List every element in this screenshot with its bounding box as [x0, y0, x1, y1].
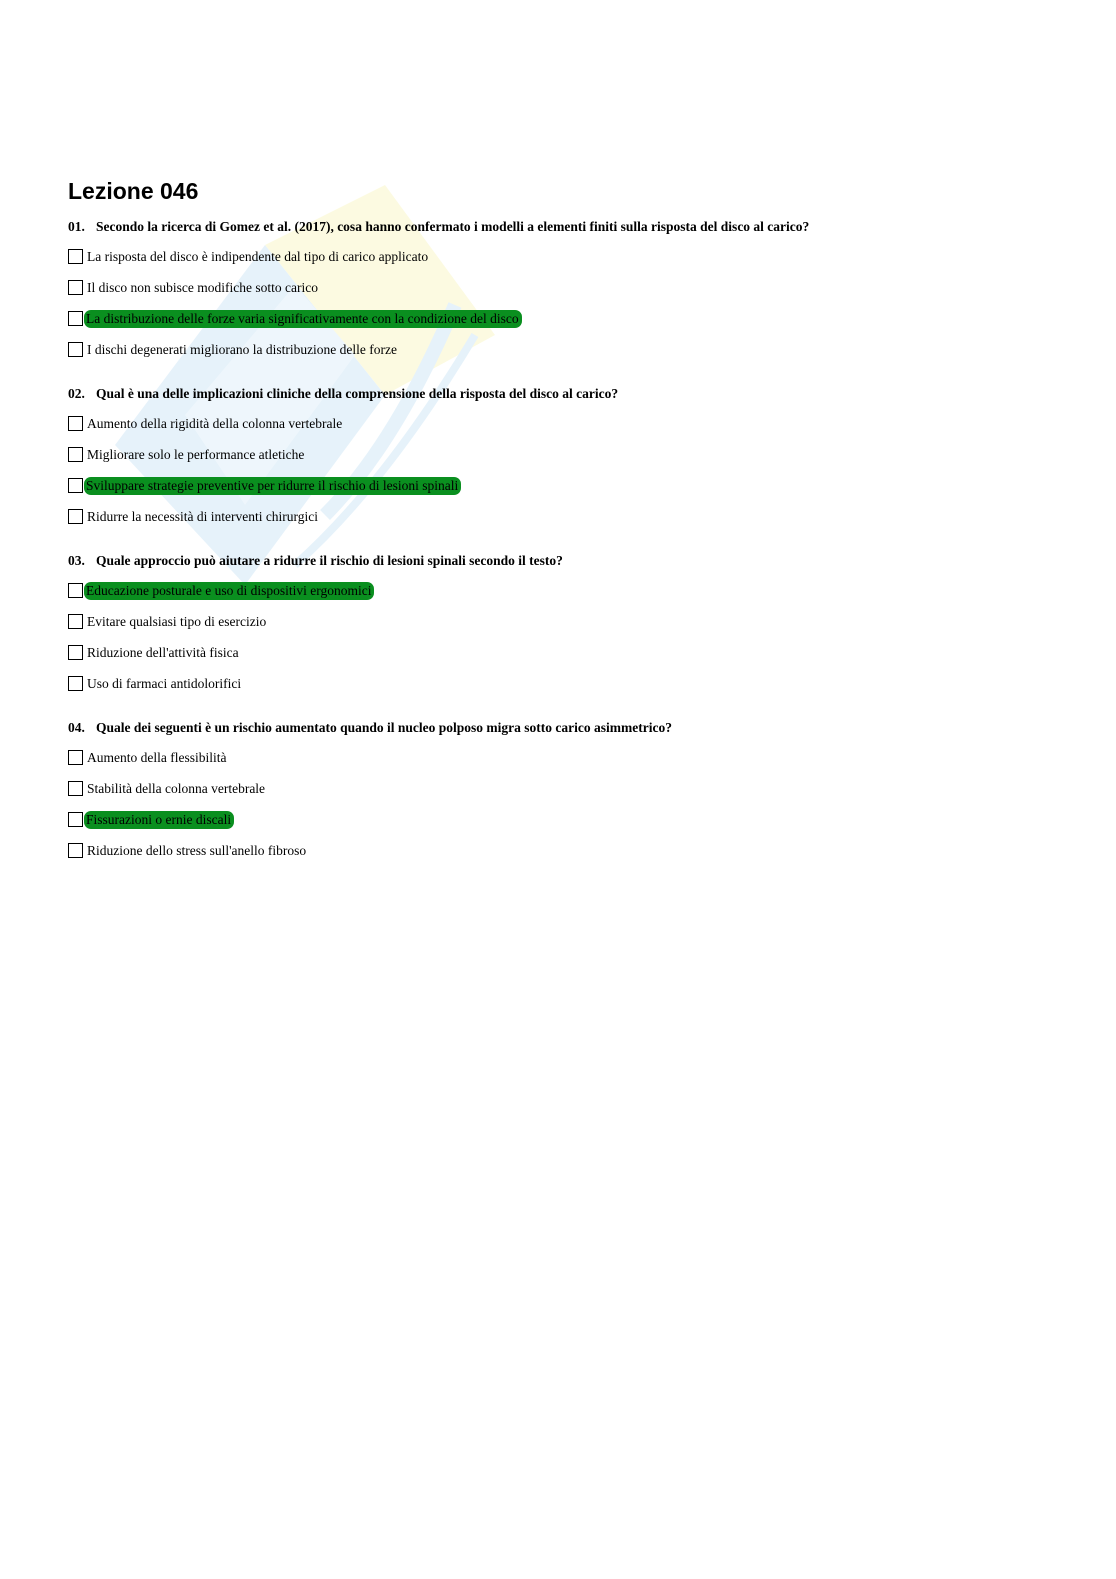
page-title: Lezione 046 [68, 178, 199, 204]
checkbox[interactable] [68, 843, 83, 858]
answer-option[interactable] [68, 779, 1068, 798]
answer-option[interactable] [68, 748, 1068, 767]
question-3 [68, 552, 1068, 705]
option-label: Stabilità della colonna vertebrale [87, 780, 266, 796]
question-number: 03. [68, 553, 85, 568]
option-label-highlighted: Sviluppare strategie preventive per ridurre il rischio di lesioni spinali [84, 477, 461, 495]
answer-option[interactable] [68, 612, 1068, 631]
checkbox[interactable] [68, 249, 83, 264]
checkbox[interactable] [68, 750, 83, 765]
option-label: Uso di farmaci antidolorifici [87, 675, 242, 691]
checkbox[interactable] [68, 280, 83, 295]
answer-option[interactable] [68, 414, 1068, 433]
option-label-highlighted: Fissurazioni o ernie discali [84, 811, 234, 829]
checkbox[interactable] [68, 447, 83, 462]
option-label: I dischi degenerati migliorano la distribuzione delle forze [87, 341, 398, 357]
checkbox[interactable] [68, 583, 83, 598]
option-label: Ridurre la necessità di interventi chirurgici [87, 508, 319, 524]
checkbox[interactable] [68, 676, 83, 691]
checkbox[interactable] [68, 509, 83, 524]
question-number: 02. [68, 386, 85, 401]
question-number: 01. [68, 219, 85, 234]
question-prompt: Quale dei seguenti è un rischio aumentato quando il nucleo polposo migra sotto carico asimmetrico? [96, 720, 672, 735]
answer-option[interactable] [68, 507, 1068, 526]
question-prompt: Secondo la ricerca di Gomez et al. (2017), cosa hanno confermato i modelli a elementi finiti sulla risposta del disco al carico? [96, 219, 810, 234]
option-label: Riduzione dell'attività fisica [87, 644, 239, 660]
question-text [68, 552, 1068, 570]
question-text [68, 719, 1068, 737]
answer-option-correct[interactable] [68, 581, 1068, 600]
option-label: Evitare qualsiasi tipo di esercizio [87, 613, 267, 629]
question-text [68, 385, 1068, 403]
question-1 [68, 218, 1068, 371]
question-prompt: Qual è una delle implicazioni cliniche della comprensione della risposta del disco al carico? [96, 386, 619, 401]
answer-option[interactable] [68, 278, 1068, 297]
option-label: Riduzione dello stress sull'anello fibroso [87, 842, 307, 858]
option-label: La risposta del disco è indipendente dal tipo di carico applicato [87, 248, 429, 264]
answer-option[interactable] [68, 674, 1068, 693]
checkbox[interactable] [68, 416, 83, 431]
question-prompt: Quale approccio può aiutare a ridurre il rischio di lesioni spinali secondo il testo? [96, 553, 563, 568]
checkbox[interactable] [68, 614, 83, 629]
answer-option-correct[interactable] [68, 810, 1068, 829]
question-4 [68, 719, 1068, 872]
answer-option[interactable] [68, 247, 1068, 266]
checkbox[interactable] [68, 812, 83, 827]
option-label: Aumento della rigidità della colonna vertebrale [87, 415, 343, 431]
option-label-highlighted: La distribuzione delle forze varia significativamente con la condizione del disco [84, 310, 522, 328]
option-label: Il disco non subisce modifiche sotto carico [87, 279, 318, 295]
checkbox[interactable] [68, 478, 83, 493]
checkbox[interactable] [68, 311, 83, 326]
question-text [68, 218, 1068, 236]
checkbox[interactable] [68, 342, 83, 357]
question-2 [68, 385, 1068, 538]
answer-option-correct[interactable] [68, 476, 1068, 495]
checkbox[interactable] [68, 781, 83, 796]
option-label: Aumento della flessibilità [87, 749, 227, 765]
question-number: 04. [68, 720, 85, 735]
option-label-highlighted: Educazione posturale e uso di dispositivi ergonomici [84, 582, 374, 600]
answer-option-correct[interactable] [68, 309, 1068, 328]
answer-option[interactable] [68, 643, 1068, 662]
checkbox[interactable] [68, 645, 83, 660]
answer-option[interactable] [68, 445, 1068, 464]
answer-option[interactable] [68, 841, 1068, 860]
option-label: Migliorare solo le performance atletiche [87, 446, 305, 462]
answer-option[interactable] [68, 340, 1068, 359]
